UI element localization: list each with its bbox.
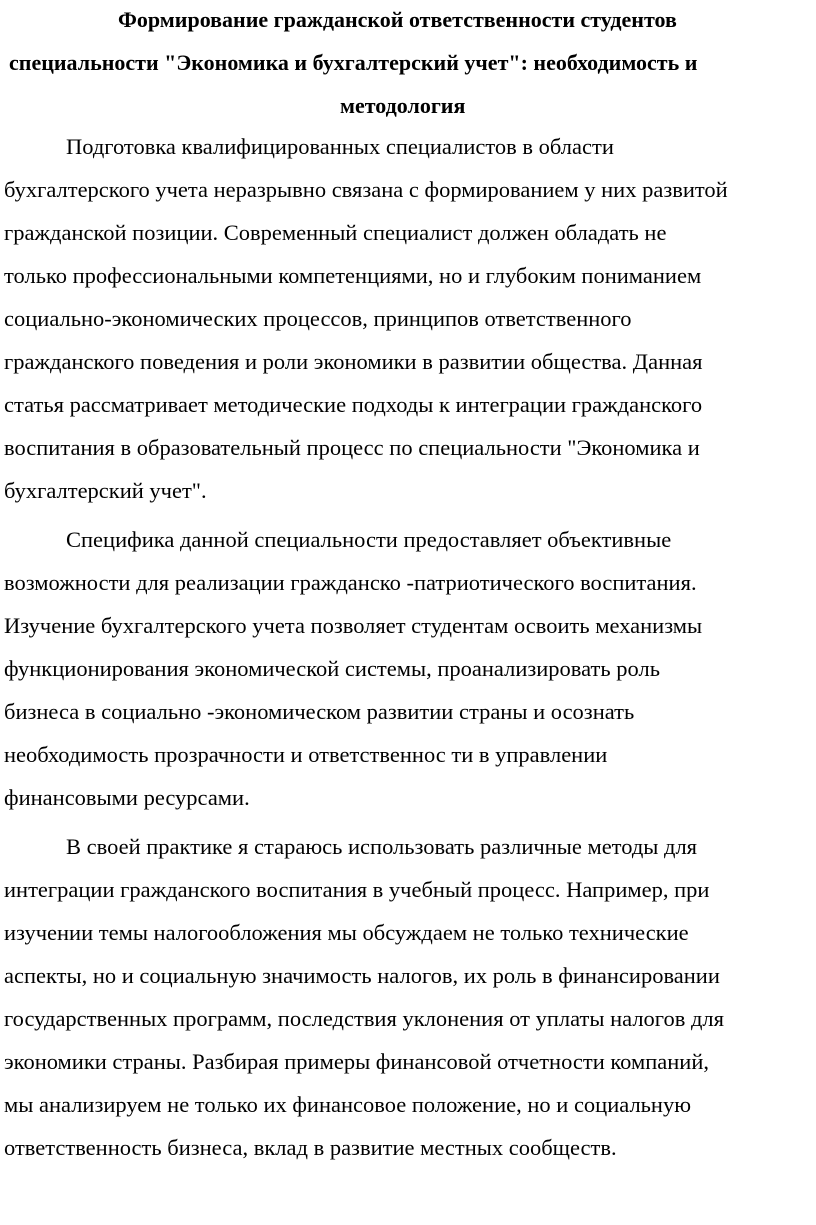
paragraph-1-line-8: воспитания в образовательный процесс по специальности "Экономика и bbox=[4, 435, 700, 460]
paragraph-3-line-7: мы анализируем не только их финансовое положение, но и социальную bbox=[4, 1092, 692, 1117]
paragraph-3-line-4: аспекты, но и социальную значимость налогов, их роль в финансировании bbox=[4, 963, 720, 988]
paragraph-1-line-3: гражданской позиции. Современный специалист должен обладать не bbox=[4, 220, 667, 245]
paragraph-3-line-3: изучении темы налогообложения мы обсуждаем не только технические bbox=[4, 920, 689, 945]
paragraph-1-line-9: бухгалтерский учет". bbox=[4, 478, 207, 503]
paragraph-1-line-6: гражданского поведения и роли экономики в развитии общества. Данная bbox=[4, 349, 703, 374]
paragraph-1-line-1: Подготовка квалифицированных специалистов в области bbox=[66, 134, 614, 159]
paragraph-2-line-6: необходимость прозрачности и ответственнос ти в управлении bbox=[4, 742, 608, 767]
paragraph-2-line-1: Специфика данной специальности предоставляет объективные bbox=[66, 527, 672, 552]
paragraph-1-line-5: социально-экономических процессов, принципов ответственного bbox=[4, 306, 632, 331]
paragraph-2-line-7: финансовыми ресурсами. bbox=[4, 785, 250, 810]
paragraph-2-line-5: бизнеса в социально -экономическом развитии страны и осознать bbox=[4, 699, 635, 724]
paragraph-3-line-1: В своей практике я стараюсь использовать различные методы для bbox=[66, 834, 698, 859]
paragraph-2-line-3: Изучение бухгалтерского учета позволяет студентам освоить механизмы bbox=[4, 613, 703, 638]
title-line-3: методология bbox=[340, 93, 466, 118]
paragraph-3-line-5: государственных программ, последствия уклонения от уплаты налогов для bbox=[4, 1006, 724, 1031]
title-line-1: Формирование гражданской ответственности студентов bbox=[118, 7, 677, 32]
paragraph-3-line-8: ответственность бизнеса, вклад в развитие местных сообществ. bbox=[4, 1135, 617, 1160]
title-line-2: специальности "Экономика и бухгалтерский учет": необходимость и bbox=[9, 50, 698, 75]
paragraph-1-line-7: статья рассматривает методические подходы к интеграции гражданского bbox=[4, 392, 703, 417]
paragraph-2-line-4: функционирования экономической системы, проанализировать роль bbox=[4, 656, 660, 681]
paragraph-1-line-2: бухгалтерского учета неразрывно связана с формированием у них развитой bbox=[4, 177, 728, 202]
paragraph-3-line-6: экономики страны. Разбирая примеры финансовой отчетности компаний, bbox=[4, 1049, 710, 1074]
paragraph-2-line-2: возможности для реализации гражданско -патриотического воспитания. bbox=[4, 570, 697, 595]
paragraph-1-line-4: только профессиональными компетенциями, но и глубоким пониманием bbox=[4, 263, 702, 288]
paragraph-3-line-2: интеграции гражданского воспитания в учебный процесс. Например, при bbox=[4, 877, 710, 902]
